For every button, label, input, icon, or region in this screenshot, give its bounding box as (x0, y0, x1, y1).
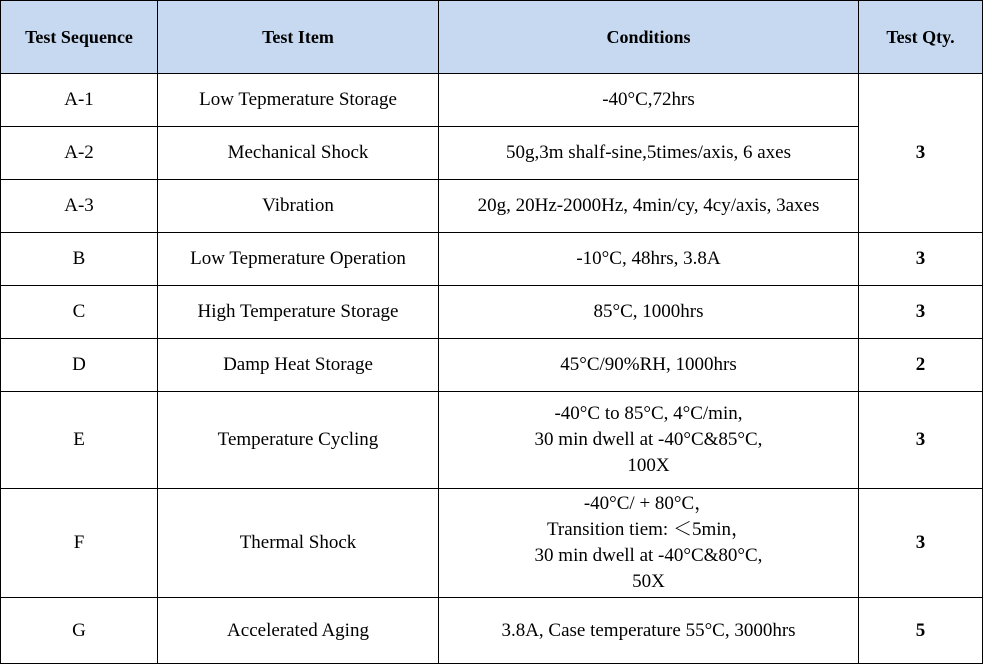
condition-line: 50X (632, 571, 665, 592)
conditions-cell: 50g,3m shalf-sine,5times/axis, 6 axes (439, 127, 859, 180)
table-row (1, 180, 983, 233)
seq-cell: E (1, 392, 158, 489)
qty-cell: 5 (859, 598, 983, 664)
item-cell: Mechanical Shock (158, 127, 439, 180)
qty-cell: 3 (859, 233, 983, 286)
conditions-cell: 3.8A, Case temperature 55°C, 3000hrs (439, 598, 859, 664)
item-cell: Low Tepmerature Storage (158, 74, 439, 127)
table-row (1, 233, 983, 286)
table-row (1, 127, 983, 180)
condition-line: -40°C to 85°C, 4°C/min, (554, 403, 743, 424)
conditions-cell (439, 489, 859, 598)
header-test-sequence: Test Sequence (1, 1, 158, 74)
seq-cell: G (1, 598, 158, 664)
seq-cell: A-3 (1, 180, 158, 233)
table-row (1, 489, 983, 598)
item-cell: Vibration (158, 180, 439, 233)
seq-cell: D (1, 339, 158, 392)
conditions-cell: -40°C,72hrs (439, 74, 859, 127)
table-row (1, 598, 983, 664)
item-cell: Thermal Shock (158, 489, 439, 598)
qty-cell: 3 (859, 392, 983, 489)
table-row (1, 74, 983, 127)
seq-cell: F (1, 489, 158, 598)
conditions-cell: 85°C, 1000hrs (439, 286, 859, 339)
table-row (1, 339, 983, 392)
condition-line: -40°C/ + 80°C， (583, 493, 714, 514)
conditions-cell: 45°C/90%RH, 1000hrs (439, 339, 859, 392)
item-cell: Temperature Cycling (158, 392, 439, 489)
seq-cell: A-1 (1, 74, 158, 127)
seq-cell: B (1, 233, 158, 286)
qty-cell: 3 (859, 489, 983, 598)
condition-line: 30 min dwell at -40°C&80°C, (534, 545, 763, 566)
item-cell: Low Tepmerature Operation (158, 233, 439, 286)
item-cell: High Temperature Storage (158, 286, 439, 339)
conditions-cell: -10°C, 48hrs, 3.8A (439, 233, 859, 286)
header-test-item: Test Item (158, 1, 439, 74)
condition-line: 100X (627, 455, 670, 476)
header-conditions: Conditions (439, 1, 859, 74)
item-cell: Damp Heat Storage (158, 339, 439, 392)
table-row (1, 286, 983, 339)
conditions-cell: 20g, 20Hz-2000Hz, 4min/cy, 4cy/axis, 3axes (439, 180, 859, 233)
condition-line: 30 min dwell at -40°C&85°C, (534, 429, 763, 450)
seq-cell: A-2 (1, 127, 158, 180)
condition-line: Transition tiem: ＜5min， (546, 519, 751, 540)
header-test-qty: Test Qty. (859, 1, 983, 74)
qty-cell: 3 (859, 286, 983, 339)
qty-cell: 3 (859, 74, 983, 233)
header-row (1, 1, 983, 74)
conditions-cell (439, 392, 859, 489)
seq-cell: C (1, 286, 158, 339)
item-cell: Accelerated Aging (158, 598, 439, 664)
table-row (1, 392, 983, 489)
qty-cell: 2 (859, 339, 983, 392)
